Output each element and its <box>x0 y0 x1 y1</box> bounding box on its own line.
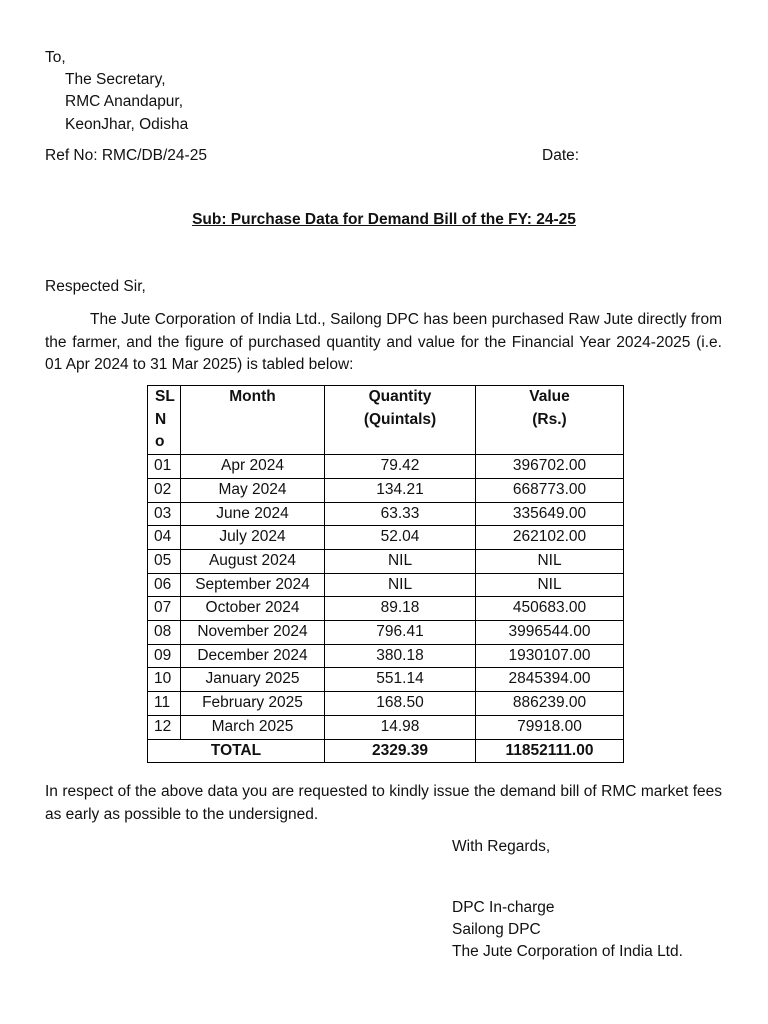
cell-month: March 2025 <box>181 715 325 739</box>
header-sl <box>148 386 181 455</box>
cell-month: June 2024 <box>181 502 325 526</box>
table-row <box>148 573 624 597</box>
cell-value: 79918.00 <box>476 715 624 739</box>
cell-sl: 03 <box>148 502 181 526</box>
cell-quantity: NIL <box>325 549 476 573</box>
cell-sl: 11 <box>148 692 181 716</box>
table-row <box>148 668 624 692</box>
cell-value: 262102.00 <box>476 526 624 550</box>
cell-quantity: 89.18 <box>325 597 476 621</box>
cell-sl: 05 <box>148 549 181 573</box>
cell-quantity: NIL <box>325 573 476 597</box>
cell-quantity: 79.42 <box>325 455 476 479</box>
table-row <box>148 502 624 526</box>
cell-quantity: 134.21 <box>325 478 476 502</box>
cell-month: May 2024 <box>181 478 325 502</box>
subject-line: Sub: Purchase Data for Demand Bill of the FY: 24-25 <box>192 211 576 228</box>
cell-value: 668773.00 <box>476 478 624 502</box>
header-quantity <box>325 386 476 455</box>
cell-value: 3996544.00 <box>476 621 624 645</box>
table-row <box>148 597 624 621</box>
header-value-line: (Rs.) <box>532 410 567 428</box>
header-sl-line: o <box>155 433 165 451</box>
cell-value: 335649.00 <box>476 502 624 526</box>
header-value <box>476 386 624 455</box>
cell-month: August 2024 <box>181 549 325 573</box>
table-row <box>148 644 624 668</box>
table-row <box>148 549 624 573</box>
cell-value: 886239.00 <box>476 692 624 716</box>
salutation: Respected Sir, <box>45 278 146 295</box>
cell-month: October 2024 <box>181 597 325 621</box>
cell-value: 2845394.00 <box>476 668 624 692</box>
signature-organization: The Jute Corporation of India Ltd. <box>452 943 683 960</box>
total-quantity: 2329.39 <box>325 739 476 763</box>
cell-quantity: 796.41 <box>325 621 476 645</box>
table-row <box>148 455 624 479</box>
address-line-rmc: RMC Anandapur, <box>65 93 184 110</box>
address-to: To, <box>45 49 66 66</box>
cell-month: February 2025 <box>181 692 325 716</box>
cell-month: January 2025 <box>181 668 325 692</box>
cell-quantity: 14.98 <box>325 715 476 739</box>
cell-sl: 04 <box>148 526 181 550</box>
cell-quantity: 380.18 <box>325 644 476 668</box>
cell-sl: 02 <box>148 478 181 502</box>
signature-office: Sailong DPC <box>452 921 541 938</box>
table-row <box>148 526 624 550</box>
header-quantity-line: Quantity <box>368 388 432 405</box>
cell-quantity: 168.50 <box>325 692 476 716</box>
cell-quantity: 63.33 <box>325 502 476 526</box>
cell-value: NIL <box>476 573 624 597</box>
table-total-row <box>148 739 624 763</box>
closing: With Regards, <box>452 838 551 855</box>
cell-value: NIL <box>476 549 624 573</box>
request-paragraph: In respect of the above data you are requested to kindly issue the demand bill of RMC market fees as early as possible to the undersigned. <box>45 783 722 823</box>
cell-sl: 12 <box>148 715 181 739</box>
header-sl-line: SL <box>155 388 175 405</box>
address-line-secretary: The Secretary, <box>65 71 166 88</box>
cell-month: Apr 2024 <box>181 455 325 479</box>
cell-sl: 07 <box>148 597 181 621</box>
cell-value: 396702.00 <box>476 455 624 479</box>
table-row <box>148 692 624 716</box>
cell-month: November 2024 <box>181 621 325 645</box>
total-label: TOTAL <box>148 739 325 763</box>
cell-sl: 01 <box>148 455 181 479</box>
cell-sl: 06 <box>148 573 181 597</box>
cell-quantity: 551.14 <box>325 668 476 692</box>
signature-designation: DPC In-charge <box>452 899 555 916</box>
cell-sl: 10 <box>148 668 181 692</box>
cell-month: December 2024 <box>181 644 325 668</box>
cell-sl: 08 <box>148 621 181 645</box>
table-row <box>148 621 624 645</box>
date-label: Date: <box>542 147 580 164</box>
intro-paragraph: The Jute Corporation of India Ltd., Sailong DPC has been purchased Raw Jute directly from the farmer, and the figure of purchased quantity and value for the Financial Year 2024-2025 (i.e. 01 Apr 2024 to 31 Mar 2025) is tabled below: <box>45 311 722 373</box>
cell-quantity: 52.04 <box>325 526 476 550</box>
header-month <box>181 386 325 455</box>
purchase-data-table <box>147 385 624 763</box>
cell-month: July 2024 <box>181 526 325 550</box>
table-row <box>148 715 624 739</box>
header-quantity-line: (Quintals) <box>363 410 437 428</box>
header-month-label: Month <box>229 388 276 405</box>
table-row <box>148 478 624 502</box>
cell-month: September 2024 <box>181 573 325 597</box>
table-header-row <box>148 386 624 455</box>
total-value: 11852111.00 <box>476 739 624 763</box>
header-value-line: Value <box>529 388 570 405</box>
address-line-district: KeonJhar, Odisha <box>65 116 189 133</box>
ref-number: Ref No: RMC/DB/24-25 <box>45 147 207 164</box>
cell-value: 1930107.00 <box>476 644 624 668</box>
header-sl-line: N <box>155 410 167 428</box>
cell-value: 450683.00 <box>476 597 624 621</box>
cell-sl: 09 <box>148 644 181 668</box>
